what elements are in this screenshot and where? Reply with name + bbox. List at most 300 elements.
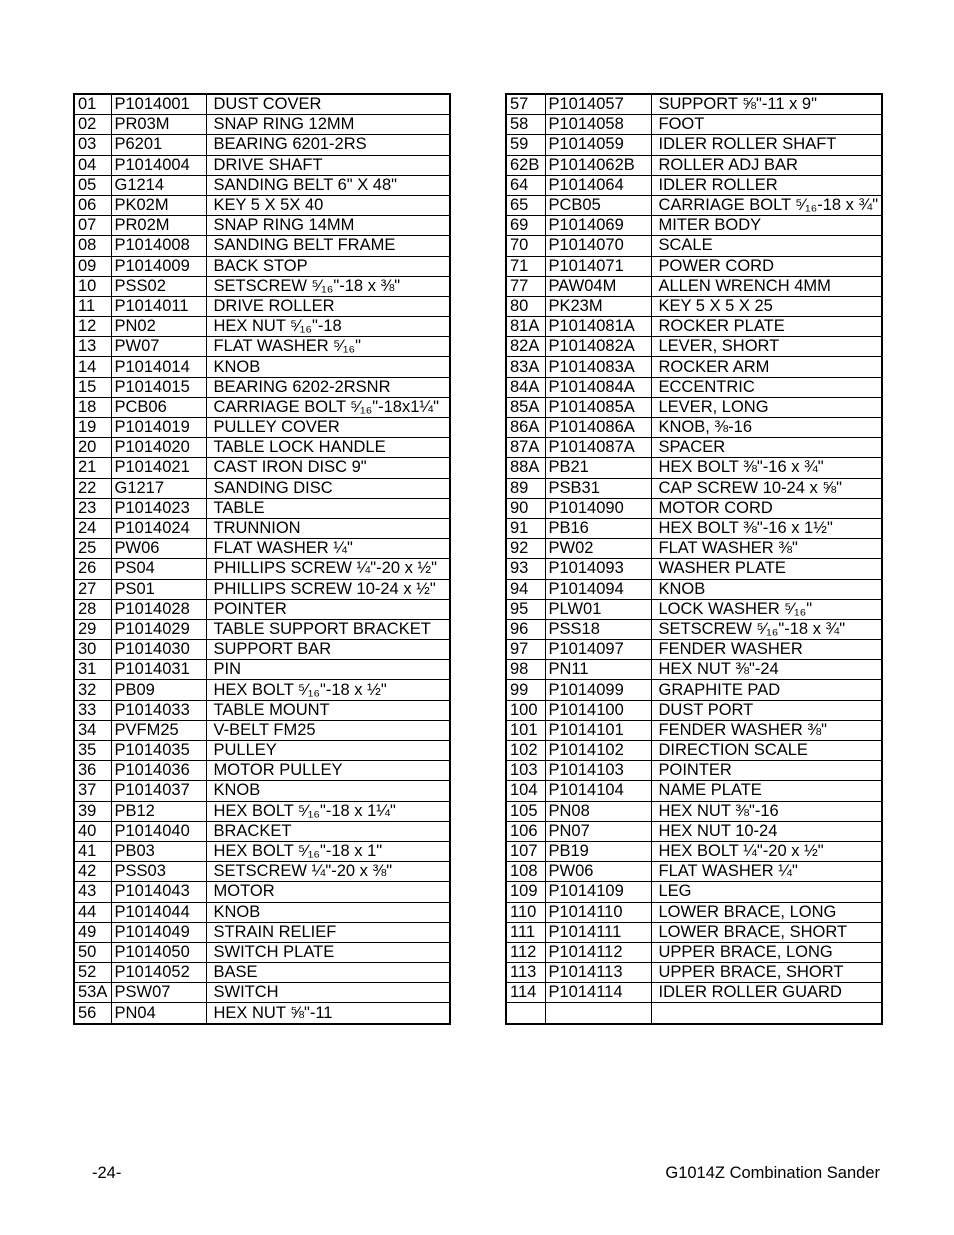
ref-cell: 80 xyxy=(506,296,545,316)
table-row xyxy=(74,498,450,518)
table-row xyxy=(506,418,882,438)
part-number-cell: PN11 xyxy=(545,660,651,680)
ref-cell: 49 xyxy=(74,922,111,942)
description-cell: TABLE SUPPORT BRACKET xyxy=(206,619,450,639)
table-row xyxy=(74,882,450,902)
ref-cell: 93 xyxy=(506,559,545,579)
ref-cell: 37 xyxy=(74,781,111,801)
table-row xyxy=(74,518,450,538)
part-number-cell: PR02M xyxy=(111,216,206,236)
ref-cell xyxy=(506,1003,545,1024)
ref-cell: 39 xyxy=(74,801,111,821)
ref-cell: 27 xyxy=(74,579,111,599)
part-number-cell: P1014071 xyxy=(545,256,651,276)
description-cell: ROLLER ADJ BAR xyxy=(651,155,882,175)
table-row xyxy=(74,922,450,942)
description-cell: SCALE xyxy=(651,236,882,256)
description-cell: LOWER BRACE, LONG xyxy=(651,902,882,922)
ref-cell: 22 xyxy=(74,478,111,498)
table-row xyxy=(506,175,882,195)
table-row xyxy=(74,559,450,579)
ref-cell: 14 xyxy=(74,357,111,377)
ref-cell: 41 xyxy=(74,841,111,861)
ref-cell: 52 xyxy=(74,963,111,983)
description-cell: SANDING BELT 6" X 48" xyxy=(206,175,450,195)
part-number-cell xyxy=(545,1003,651,1024)
table-row xyxy=(506,902,882,922)
ref-cell: 77 xyxy=(506,276,545,296)
part-number-cell: PB16 xyxy=(545,518,651,538)
ref-cell: 100 xyxy=(506,700,545,720)
part-number-cell: P1014030 xyxy=(111,640,206,660)
part-number-cell: P1014085A xyxy=(545,397,651,417)
part-number-cell: P1014090 xyxy=(545,498,651,518)
part-number-cell: P1014036 xyxy=(111,761,206,781)
ref-cell: 69 xyxy=(506,216,545,236)
table-row xyxy=(506,357,882,377)
ref-cell: 09 xyxy=(74,256,111,276)
table-row xyxy=(506,882,882,902)
table-row xyxy=(506,498,882,518)
table-row xyxy=(506,296,882,316)
description-cell: TRUNNION xyxy=(206,518,450,538)
ref-cell: 95 xyxy=(506,599,545,619)
description-cell: BEARING 6201-2RS xyxy=(206,135,450,155)
description-cell: HEX BOLT ⅜"-16 x 1½" xyxy=(651,518,882,538)
table-row xyxy=(506,397,882,417)
ref-cell: 18 xyxy=(74,397,111,417)
part-number-cell: P1014050 xyxy=(111,942,206,962)
parts-table-right-body xyxy=(506,94,882,1024)
part-number-cell: P1014093 xyxy=(545,559,651,579)
description-cell: BACK STOP xyxy=(206,256,450,276)
part-number-cell: P1014057 xyxy=(545,94,651,115)
ref-cell: 29 xyxy=(74,619,111,639)
ref-cell: 01 xyxy=(74,94,111,115)
description-cell: HEX NUT ⅜"-24 xyxy=(651,660,882,680)
table-row xyxy=(506,781,882,801)
part-number-cell: P6201 xyxy=(111,135,206,155)
part-number-cell: PN08 xyxy=(545,801,651,821)
description-cell: PIN xyxy=(206,660,450,680)
description-cell: FLAT WASHER ⅜" xyxy=(651,539,882,559)
table-row xyxy=(506,155,882,175)
ref-cell: 81A xyxy=(506,317,545,337)
description-cell: STRAIN RELIEF xyxy=(206,922,450,942)
description-cell: HEX NUT ⅜"-16 xyxy=(651,801,882,821)
table-row xyxy=(506,761,882,781)
description-cell: KNOB, ⅜-16 xyxy=(651,418,882,438)
table-row xyxy=(506,518,882,538)
ref-cell: 103 xyxy=(506,761,545,781)
part-number-cell: PW06 xyxy=(545,862,651,882)
part-number-cell: PSB31 xyxy=(545,478,651,498)
description-cell: FLAT WASHER ⁵⁄₁₆" xyxy=(206,337,450,357)
part-number-cell: P1014044 xyxy=(111,902,206,922)
ref-cell: 13 xyxy=(74,337,111,357)
part-number-cell: P1014049 xyxy=(111,922,206,942)
ref-cell: 65 xyxy=(506,195,545,215)
table-row xyxy=(506,579,882,599)
table-row xyxy=(74,640,450,660)
description-cell: SNAP RING 14MM xyxy=(206,216,450,236)
table-row xyxy=(506,821,882,841)
table-row xyxy=(74,741,450,761)
ref-cell: 32 xyxy=(74,680,111,700)
description-cell: IDLER ROLLER GUARD xyxy=(651,983,882,1003)
part-number-cell: P1014114 xyxy=(545,983,651,1003)
table-row xyxy=(74,761,450,781)
part-number-cell: PB09 xyxy=(111,680,206,700)
table-row xyxy=(506,983,882,1003)
ref-cell: 36 xyxy=(74,761,111,781)
part-number-cell: P1014099 xyxy=(545,680,651,700)
parts-table-left-body xyxy=(74,94,450,1024)
description-cell: FENDER WASHER xyxy=(651,640,882,660)
table-row xyxy=(74,458,450,478)
part-number-cell: P1014112 xyxy=(545,942,651,962)
ref-cell: 102 xyxy=(506,741,545,761)
table-row xyxy=(506,236,882,256)
part-number-cell: PSS18 xyxy=(545,619,651,639)
description-cell: LOCK WASHER ⁵⁄₁₆" xyxy=(651,599,882,619)
ref-cell: 90 xyxy=(506,498,545,518)
table-row xyxy=(74,579,450,599)
part-number-cell: P1014040 xyxy=(111,821,206,841)
part-number-cell: P1014009 xyxy=(111,256,206,276)
description-cell: PHILLIPS SCREW ¼"-20 x ½" xyxy=(206,559,450,579)
ref-cell: 43 xyxy=(74,882,111,902)
table-row xyxy=(74,539,450,559)
part-number-cell: PN07 xyxy=(545,821,651,841)
description-cell: CARRIAGE BOLT ⁵⁄₁₆-18 x ¾" xyxy=(651,195,882,215)
table-row xyxy=(74,397,450,417)
table-row xyxy=(506,1003,882,1024)
ref-cell: 25 xyxy=(74,539,111,559)
description-cell: KNOB xyxy=(206,357,450,377)
parts-table-left xyxy=(73,93,451,1025)
ref-cell: 03 xyxy=(74,135,111,155)
description-cell: KNOB xyxy=(206,902,450,922)
table-row xyxy=(506,195,882,215)
ref-cell: 112 xyxy=(506,942,545,962)
description-cell: NAME PLATE xyxy=(651,781,882,801)
description-cell: CAST IRON DISC 9" xyxy=(206,458,450,478)
table-row xyxy=(506,741,882,761)
ref-cell: 110 xyxy=(506,902,545,922)
ref-cell: 04 xyxy=(74,155,111,175)
table-row xyxy=(74,801,450,821)
ref-cell: 10 xyxy=(74,276,111,296)
table-row xyxy=(74,700,450,720)
part-number-cell: P1014069 xyxy=(545,216,651,236)
table-row xyxy=(506,276,882,296)
description-cell: POWER CORD xyxy=(651,256,882,276)
ref-cell: 11 xyxy=(74,296,111,316)
table-row xyxy=(74,195,450,215)
description-cell: SNAP RING 12MM xyxy=(206,115,450,135)
ref-cell: 111 xyxy=(506,922,545,942)
part-number-cell: PW06 xyxy=(111,539,206,559)
part-number-cell: PB19 xyxy=(545,841,651,861)
description-cell: KNOB xyxy=(651,579,882,599)
table-row xyxy=(74,862,450,882)
description-cell: ROCKER PLATE xyxy=(651,317,882,337)
description-cell: HEX BOLT ⁵⁄₁₆"-18 x 1" xyxy=(206,841,450,861)
ref-cell: 34 xyxy=(74,720,111,740)
part-number-cell: P1014087A xyxy=(545,438,651,458)
ref-cell: 97 xyxy=(506,640,545,660)
part-number-cell: P1014082A xyxy=(545,337,651,357)
table-row xyxy=(506,599,882,619)
ref-cell: 107 xyxy=(506,841,545,861)
part-number-cell: P1014101 xyxy=(545,720,651,740)
description-cell: SUPPORT BAR xyxy=(206,640,450,660)
ref-cell: 07 xyxy=(74,216,111,236)
part-number-cell: PB03 xyxy=(111,841,206,861)
ref-cell: 59 xyxy=(506,135,545,155)
description-cell: SETSCREW ⁵⁄₁₆"-18 x ⅜" xyxy=(206,276,450,296)
description-cell: HEX BOLT ¼"-20 x ½" xyxy=(651,841,882,861)
description-cell: MITER BODY xyxy=(651,216,882,236)
part-number-cell: P1014020 xyxy=(111,438,206,458)
description-cell: WASHER PLATE xyxy=(651,559,882,579)
description-cell: KEY 5 X 5X 40 xyxy=(206,195,450,215)
description-cell: LOWER BRACE, SHORT xyxy=(651,922,882,942)
ref-cell: 44 xyxy=(74,902,111,922)
description-cell: SWITCH xyxy=(206,983,450,1003)
ref-cell: 85A xyxy=(506,397,545,417)
description-cell: PHILLIPS SCREW 10-24 x ½" xyxy=(206,579,450,599)
ref-cell: 26 xyxy=(74,559,111,579)
description-cell: KNOB xyxy=(206,781,450,801)
table-row xyxy=(74,216,450,236)
document-title: G1014Z Combination Sander xyxy=(665,1164,880,1182)
table-row xyxy=(506,862,882,882)
part-number-cell: PB21 xyxy=(545,458,651,478)
part-number-cell: P1014083A xyxy=(545,357,651,377)
part-number-cell: P1014033 xyxy=(111,700,206,720)
part-number-cell: P1014001 xyxy=(111,94,206,115)
part-number-cell: P1014059 xyxy=(545,135,651,155)
description-cell: ROCKER ARM xyxy=(651,357,882,377)
table-row xyxy=(506,963,882,983)
table-row xyxy=(74,236,450,256)
parts-table-right xyxy=(505,93,883,1025)
description-cell: LEVER, LONG xyxy=(651,397,882,417)
table-row xyxy=(506,640,882,660)
description-cell: SPACER xyxy=(651,438,882,458)
part-number-cell: P1014103 xyxy=(545,761,651,781)
table-row xyxy=(506,720,882,740)
part-number-cell: P1014043 xyxy=(111,882,206,902)
ref-cell: 24 xyxy=(74,518,111,538)
table-row xyxy=(506,700,882,720)
ref-cell: 56 xyxy=(74,1003,111,1024)
description-cell: CARRIAGE BOLT ⁵⁄₁₆"-18x1¼" xyxy=(206,397,450,417)
description-cell: BEARING 6202-2RSNR xyxy=(206,377,450,397)
table-row xyxy=(74,781,450,801)
table-row xyxy=(74,175,450,195)
ref-cell: 53A xyxy=(74,983,111,1003)
ref-cell: 19 xyxy=(74,418,111,438)
ref-cell: 98 xyxy=(506,660,545,680)
ref-cell: 58 xyxy=(506,115,545,135)
part-number-cell: P1014104 xyxy=(545,781,651,801)
table-row xyxy=(506,922,882,942)
description-cell: SUPPORT ⅝"-11 x 9" xyxy=(651,94,882,115)
part-number-cell: PCB06 xyxy=(111,397,206,417)
description-cell: KEY 5 X 5 X 25 xyxy=(651,296,882,316)
table-row xyxy=(74,115,450,135)
description-cell: UPPER BRACE, SHORT xyxy=(651,963,882,983)
table-row xyxy=(74,902,450,922)
ref-cell: 62B xyxy=(506,155,545,175)
part-number-cell: PAW04M xyxy=(545,276,651,296)
part-number-cell: P1014062B xyxy=(545,155,651,175)
description-cell: IDLER ROLLER SHAFT xyxy=(651,135,882,155)
table-row xyxy=(506,216,882,236)
table-row xyxy=(506,801,882,821)
table-row xyxy=(74,155,450,175)
ref-cell: 64 xyxy=(506,175,545,195)
description-cell: PULLEY xyxy=(206,741,450,761)
ref-cell: 50 xyxy=(74,942,111,962)
part-number-cell: P1014023 xyxy=(111,498,206,518)
part-number-cell: PR03M xyxy=(111,115,206,135)
part-number-cell: P1014029 xyxy=(111,619,206,639)
table-row xyxy=(506,438,882,458)
description-cell: GRAPHITE PAD xyxy=(651,680,882,700)
description-cell: CAP SCREW 10-24 x ⅝" xyxy=(651,478,882,498)
description-cell: SANDING BELT FRAME xyxy=(206,236,450,256)
description-cell: SETSCREW ⁵⁄₁₆"-18 x ¾" xyxy=(651,619,882,639)
description-cell: HEX NUT ⅝"-11 xyxy=(206,1003,450,1024)
description-cell: PULLEY COVER xyxy=(206,418,450,438)
table-row xyxy=(506,135,882,155)
description-cell: BRACKET xyxy=(206,821,450,841)
ref-cell: 71 xyxy=(506,256,545,276)
table-row xyxy=(74,135,450,155)
part-number-cell: P1014058 xyxy=(545,115,651,135)
part-number-cell: PCB05 xyxy=(545,195,651,215)
description-cell: TABLE LOCK HANDLE xyxy=(206,438,450,458)
ref-cell: 86A xyxy=(506,418,545,438)
table-row xyxy=(506,337,882,357)
table-row xyxy=(74,619,450,639)
ref-cell: 12 xyxy=(74,317,111,337)
part-number-cell: P1014014 xyxy=(111,357,206,377)
part-number-cell: PN04 xyxy=(111,1003,206,1024)
table-row xyxy=(74,963,450,983)
part-number-cell: PLW01 xyxy=(545,599,651,619)
part-number-cell: P1014102 xyxy=(545,741,651,761)
ref-cell: 20 xyxy=(74,438,111,458)
part-number-cell: P1014021 xyxy=(111,458,206,478)
description-cell: HEX BOLT ⁵⁄₁₆"-18 x 1¼" xyxy=(206,801,450,821)
ref-cell: 42 xyxy=(74,862,111,882)
part-number-cell: P1014111 xyxy=(545,922,651,942)
part-number-cell: P1014084A xyxy=(545,377,651,397)
part-number-cell: G1217 xyxy=(111,478,206,498)
part-number-cell: PN02 xyxy=(111,317,206,337)
part-number-cell: P1014097 xyxy=(545,640,651,660)
part-number-cell: P1014070 xyxy=(545,236,651,256)
table-row xyxy=(74,296,450,316)
table-row xyxy=(506,377,882,397)
part-number-cell: PW02 xyxy=(545,539,651,559)
ref-cell: 91 xyxy=(506,518,545,538)
table-row xyxy=(506,458,882,478)
part-number-cell: PVFM25 xyxy=(111,720,206,740)
part-number-cell: P1014064 xyxy=(545,175,651,195)
table-row xyxy=(74,418,450,438)
description-cell: LEG xyxy=(651,882,882,902)
part-number-cell: P1014031 xyxy=(111,660,206,680)
part-number-cell: P1014019 xyxy=(111,418,206,438)
table-row xyxy=(74,256,450,276)
table-row xyxy=(74,1003,450,1024)
table-row xyxy=(74,276,450,296)
part-number-cell: PS01 xyxy=(111,579,206,599)
description-cell: FLAT WASHER ¼" xyxy=(651,862,882,882)
table-row xyxy=(74,317,450,337)
table-row xyxy=(506,559,882,579)
ref-cell: 109 xyxy=(506,882,545,902)
table-row xyxy=(74,821,450,841)
table-row xyxy=(74,337,450,357)
description-cell: BASE xyxy=(206,963,450,983)
ref-cell: 35 xyxy=(74,741,111,761)
ref-cell: 105 xyxy=(506,801,545,821)
ref-cell: 31 xyxy=(74,660,111,680)
table-row xyxy=(506,539,882,559)
part-number-cell: PB12 xyxy=(111,801,206,821)
table-row xyxy=(506,115,882,135)
ref-cell: 40 xyxy=(74,821,111,841)
description-cell: ALLEN WRENCH 4MM xyxy=(651,276,882,296)
description-cell: V-BELT FM25 xyxy=(206,720,450,740)
description-cell: HEX BOLT ⅜"-16 x ¾" xyxy=(651,458,882,478)
ref-cell: 57 xyxy=(506,94,545,115)
ref-cell: 08 xyxy=(74,236,111,256)
part-number-cell: P1014052 xyxy=(111,963,206,983)
table-row xyxy=(74,720,450,740)
table-row xyxy=(506,317,882,337)
table-row xyxy=(74,478,450,498)
table-row xyxy=(506,619,882,639)
part-number-cell: P1014028 xyxy=(111,599,206,619)
table-row xyxy=(74,438,450,458)
description-cell: ECCENTRIC xyxy=(651,377,882,397)
ref-cell: 30 xyxy=(74,640,111,660)
description-cell: SANDING DISC xyxy=(206,478,450,498)
ref-cell: 23 xyxy=(74,498,111,518)
description-cell: UPPER BRACE, LONG xyxy=(651,942,882,962)
ref-cell: 101 xyxy=(506,720,545,740)
part-number-cell: P1014035 xyxy=(111,741,206,761)
ref-cell: 15 xyxy=(74,377,111,397)
ref-cell: 104 xyxy=(506,781,545,801)
description-cell: IDLER ROLLER xyxy=(651,175,882,195)
ref-cell: 88A xyxy=(506,458,545,478)
ref-cell: 70 xyxy=(506,236,545,256)
ref-cell: 33 xyxy=(74,700,111,720)
part-number-cell: P1014037 xyxy=(111,781,206,801)
part-number-cell: P1014008 xyxy=(111,236,206,256)
table-row xyxy=(74,377,450,397)
ref-cell: 106 xyxy=(506,821,545,841)
